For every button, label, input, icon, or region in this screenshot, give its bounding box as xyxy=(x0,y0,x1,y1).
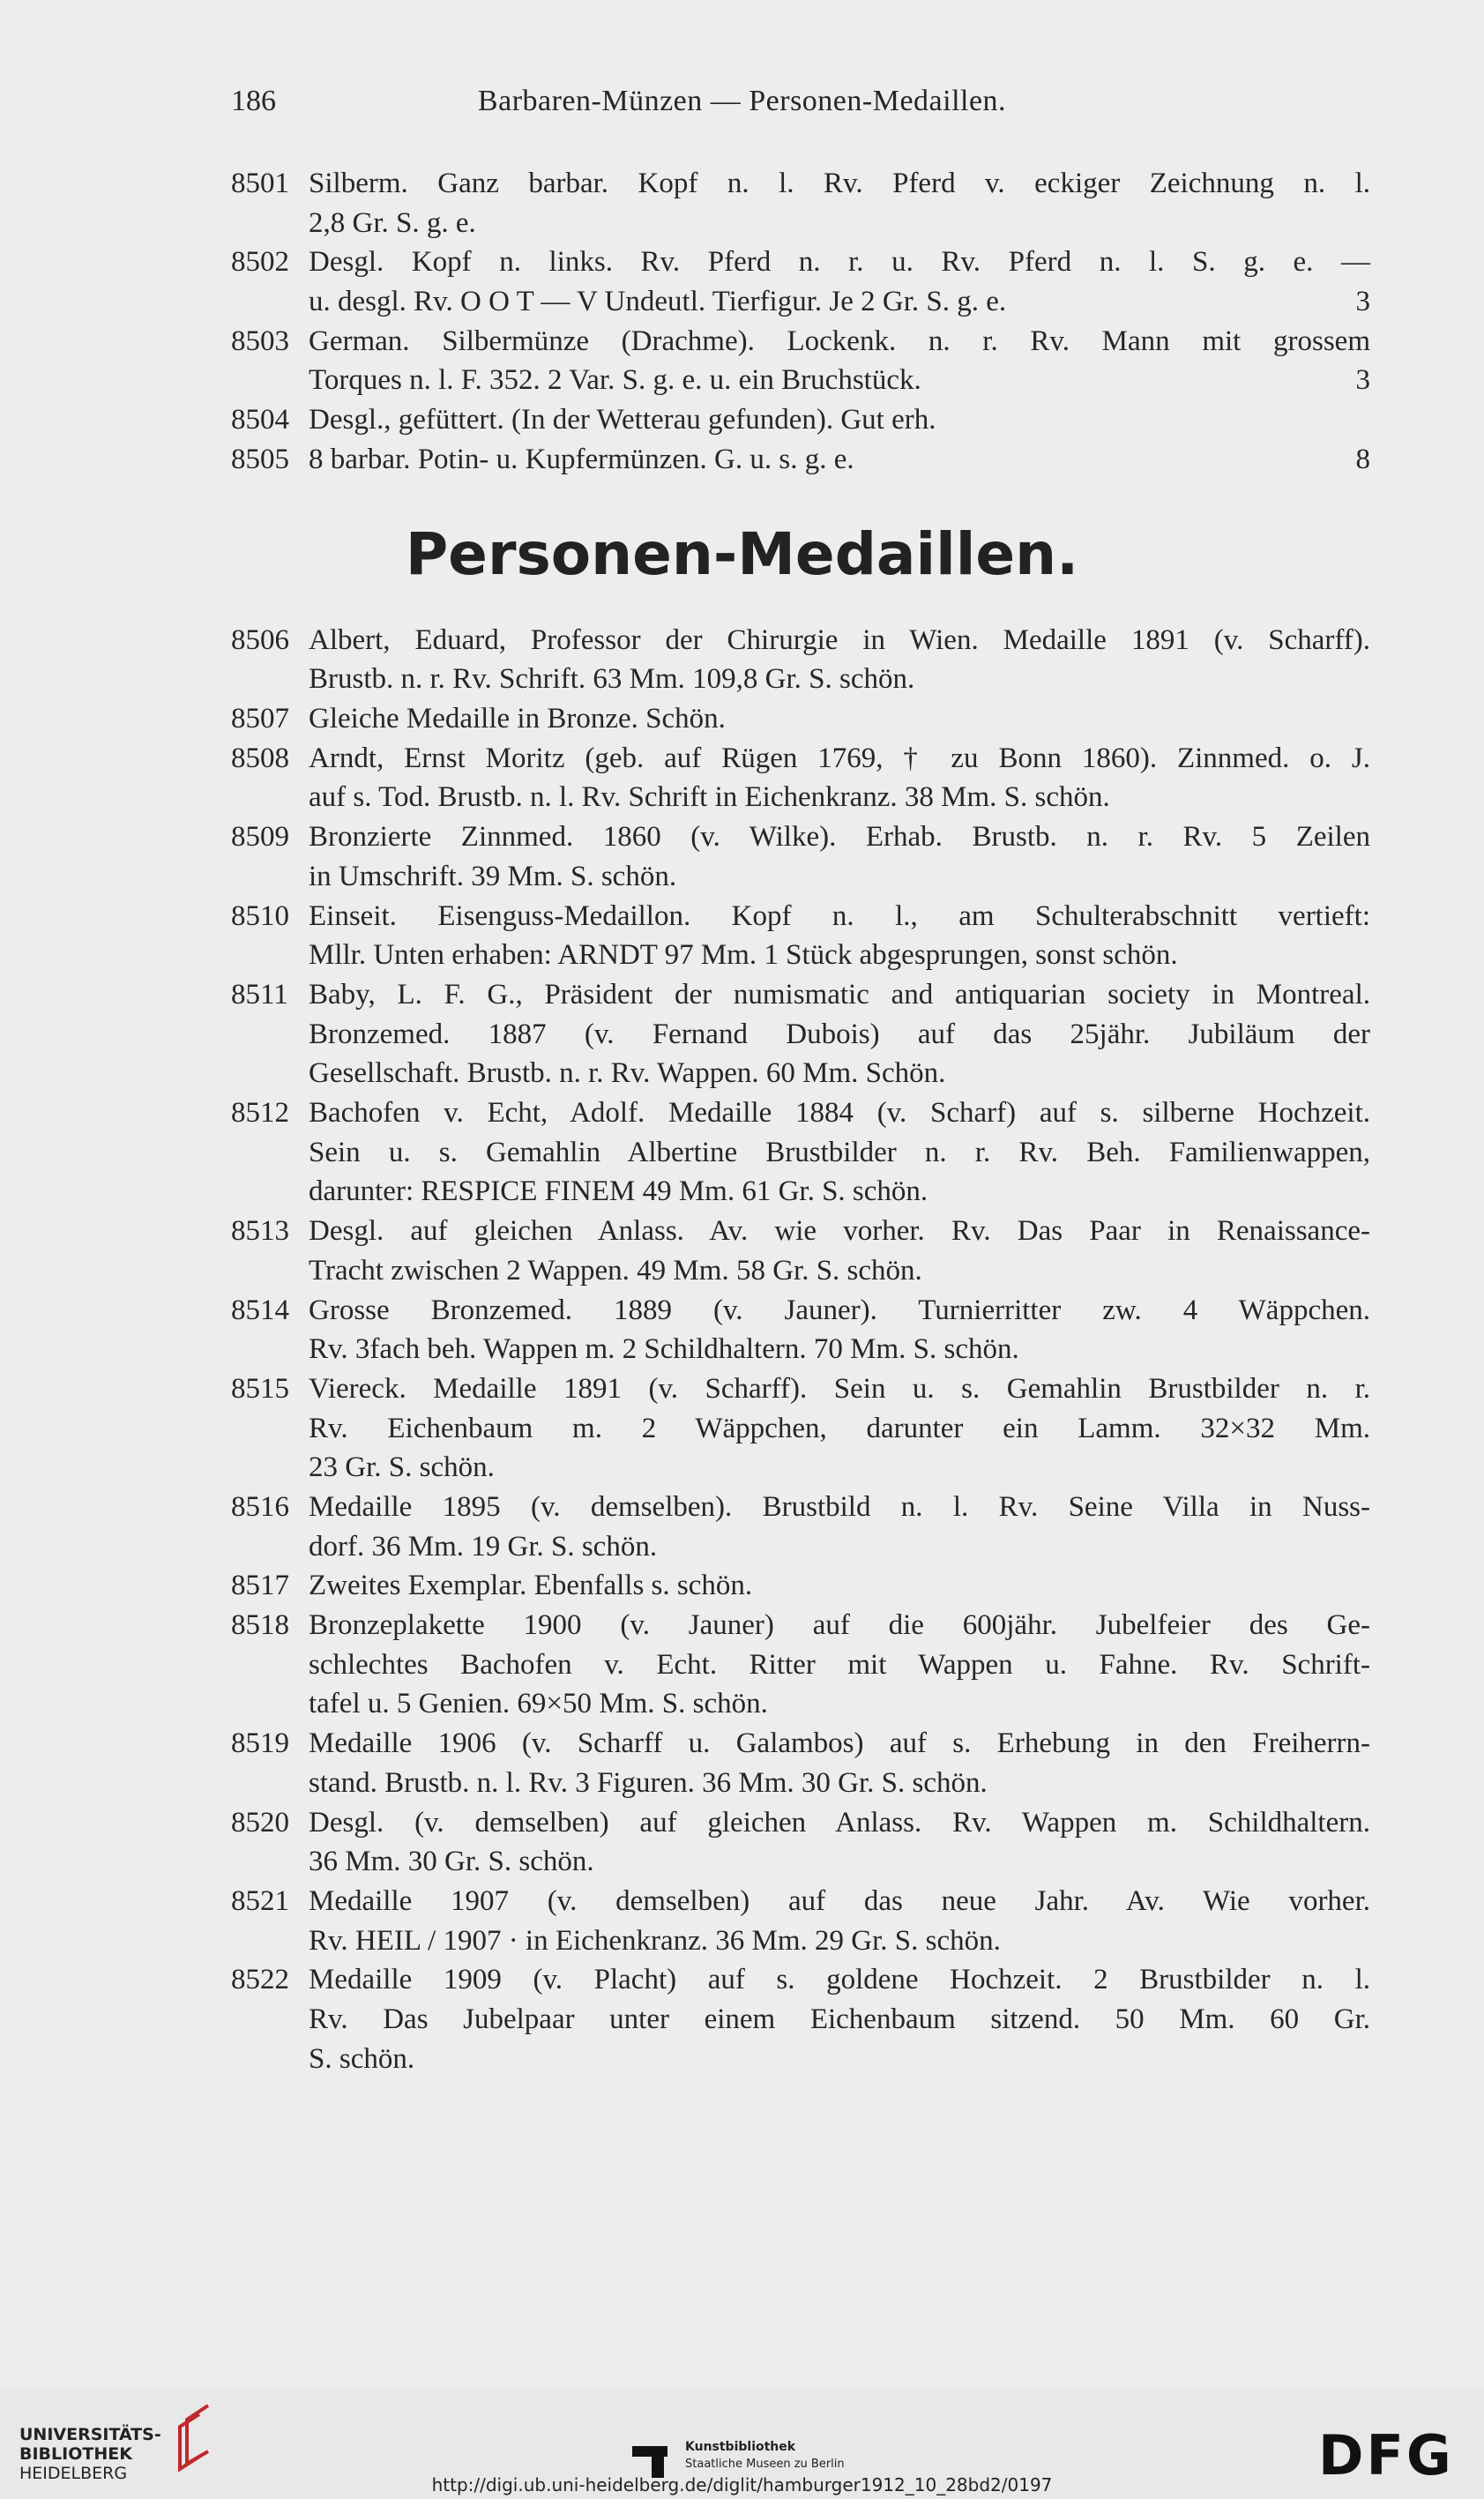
dfg-logo: DFG xyxy=(1318,2423,1454,2488)
entry-text: u. desgl. Rv. O O T — V Undeutl. Tierfigur. Je 2 Gr. S. g. e. xyxy=(309,286,1007,318)
entry-text: Torques n. l. F. 352. 2 Var. S. g. e. u. ein Bruchstück. xyxy=(309,364,921,397)
entry-text-line xyxy=(309,1409,1370,1448)
entry-text-line xyxy=(309,739,1370,778)
entry-text: 8 barbar. Potin- u. Kupfermünzen. G. u. s. g. e. xyxy=(309,443,854,475)
quantity: 3 xyxy=(1355,364,1370,397)
entry-text-line xyxy=(309,1054,1370,1093)
kunstbibliothek-logo xyxy=(632,2427,923,2480)
library-line-2: BIBLIOTHEK xyxy=(19,2444,132,2464)
lot-number: 8520 xyxy=(231,1806,289,1839)
entry-text-line xyxy=(309,857,1370,896)
lot-number: 8517 xyxy=(231,1570,289,1602)
lot-number: 8521 xyxy=(231,1885,289,1917)
entry-text: Einseit. Eisenguss-Medaillon. Kopf n. l., am Schulterabschnitt vertieft: xyxy=(309,899,1370,932)
entry-text: Medaille 1906 (v. Scharff u. Galambos) auf s. Erhebung in den Freiherrn- xyxy=(309,1727,1370,1760)
entry-text-line xyxy=(309,1015,1370,1054)
entry-text-line xyxy=(309,400,1370,439)
lot-number: 8518 xyxy=(231,1609,289,1642)
entry-text: in Umschrift. 39 Mm. S. schön. xyxy=(309,860,677,892)
entry-text: darunter: RESPICE FINEM 49 Mm. 61 Gr. S. schön. xyxy=(309,1175,928,1208)
entry-text: Rv. Eichenbaum m. 2 Wäppchen, darunter ein Lamm. 32×32 Mm. xyxy=(309,1412,1370,1444)
entry-text: Brustb. n. r. Rv. Schrift. 63 Mm. 109,8 Gr. S. schön. xyxy=(309,663,915,696)
entry-text-line xyxy=(309,1645,1370,1684)
ub-logo-icon xyxy=(173,2402,213,2473)
entry-text-line xyxy=(309,1448,1370,1487)
lot-number: 8508 xyxy=(231,742,289,774)
quantity: 8 xyxy=(1355,443,1370,475)
entry-text: 23 Gr. S. schön. xyxy=(309,1451,495,1484)
entry-text-line xyxy=(309,1133,1370,1172)
lot-number: 8512 xyxy=(231,1097,289,1129)
kunstbibliothek-mark-icon xyxy=(632,2439,667,2478)
entry-text: Sein u. s. Gemahlin Albertine Brustbilder n. r. Rv. Beh. Familienwappen, xyxy=(309,1136,1370,1168)
entry-text-line xyxy=(309,1172,1370,1211)
entry-text: Rv. HEIL / 1907 · in Eichenkranz. 36 Mm. 29 Gr. S. schön. xyxy=(309,1924,1001,1957)
entry-text-line xyxy=(309,242,1370,281)
entry-text-line xyxy=(309,897,1370,936)
entry-text-line xyxy=(309,1842,1370,1881)
entry-text-line xyxy=(309,282,1370,321)
entry-text-line xyxy=(309,1921,1370,1960)
entry-text-line xyxy=(309,936,1370,974)
lot-number: 8505 xyxy=(231,443,289,475)
lot-number: 8503 xyxy=(231,324,289,357)
entry-text-line xyxy=(309,1566,1370,1605)
entry-text-line xyxy=(309,699,1370,738)
entry-text-line xyxy=(309,1764,1370,1802)
entry-text: Bachofen v. Echt, Adolf. Medaille 1884 (v. Scharf) auf s. silberne Hochzeit. xyxy=(309,1097,1370,1129)
entry-text: Silberm. Ganz barbar. Kopf n. l. Rv. Pferd v. eckiger Zeichnung n. l. xyxy=(309,168,1370,199)
lot-number: 8514 xyxy=(231,1294,289,1326)
entry-text: S. schön. xyxy=(309,2042,415,2075)
entry-text-line xyxy=(309,1724,1370,1763)
entry-text-line xyxy=(309,361,1370,399)
entry-text-line xyxy=(309,1291,1370,1330)
entry-text-line xyxy=(309,1803,1370,1842)
entry-text: auf s. Tod. Brustb. n. l. Rv. Schrift in Eichenkranz. 38 Mm. S. schön. xyxy=(309,781,1110,814)
kb-subtitle: Staatliche Museen zu Berlin xyxy=(685,2458,845,2471)
library-line-1: UNIVERSITÄTS- xyxy=(19,2425,161,2444)
entry-text-line xyxy=(309,1488,1370,1526)
entry-text: schlechtes Bachofen v. Echt. Ritter mit Wappen u. Fahne. Rv. Schrift- xyxy=(309,1648,1370,1681)
entry-text: Baby, L. F. G., Präsident der numismatic and antiquarian society in Montreal. xyxy=(309,978,1370,1011)
section-heading: Personen-Medaillen. xyxy=(405,520,1079,588)
lot-number: 8504 xyxy=(231,404,289,436)
lot-number: 8506 xyxy=(231,623,289,656)
entry-text: Medaille 1895 (v. demselben). Brustbild n. l. Rv. Seine Villa in Nuss- xyxy=(309,1491,1370,1523)
entry-text: Desgl. Kopf n. links. Rv. Pferd n. r. u. Rv. Pferd n. l. S. g. e. — xyxy=(309,246,1370,279)
entry-text: Zweites Exemplar. Ebenfalls s. schön. xyxy=(309,1570,753,1602)
entry-text-line xyxy=(309,2040,1370,2078)
entry-text: Arndt, Ernst Moritz (geb. auf Rügen 1769, † zu Bonn 1860). Zinnmed. o. J. xyxy=(309,742,1370,774)
entry-text: Desgl. auf gleichen Anlass. Av. wie vorher. Rv. Das Paar in Renaissance- xyxy=(309,1215,1370,1248)
lot-number: 8519 xyxy=(231,1727,289,1760)
entry-text: tafel u. 5 Genien. 69×50 Mm. S. schön. xyxy=(309,1688,768,1720)
entry-text-line xyxy=(309,2000,1370,2039)
library-line-3: HEIDELBERG xyxy=(19,2464,128,2483)
entry-text-line xyxy=(309,204,1370,242)
lot-number: 8502 xyxy=(231,246,289,279)
entry-text: Rv. 3fach beh. Wappen m. 2 Schildhaltern. 70 Mm. S. schön. xyxy=(309,1333,1019,1366)
entry-text: Bronzeplakette 1900 (v. Jauner) auf die 600jähr. Jubelfeier des Ge- xyxy=(309,1609,1370,1642)
entry-text: Gesellschaft. Brustb. n. r. Rv. Wappen. 60 Mm. Schön. xyxy=(309,1057,946,1090)
lot-number: 8507 xyxy=(231,703,289,735)
entry-text-line xyxy=(309,621,1370,660)
entry-text: Desgl., gefüttert. (In der Wetterau gefunden). Gut erh. xyxy=(309,404,936,436)
entry-text-line xyxy=(309,1093,1370,1132)
running-title: Barbaren-Münzen — Personen-Medaillen. xyxy=(477,85,1007,117)
entry-text-line xyxy=(309,1527,1370,1566)
page-number: 186 xyxy=(231,85,276,117)
quantity: 3 xyxy=(1355,286,1370,318)
entry-text-line xyxy=(309,817,1370,856)
entry-text: Tracht zwischen 2 Wappen. 49 Mm. 58 Gr. S. schön. xyxy=(309,1254,922,1287)
lot-number: 8510 xyxy=(231,899,289,932)
entry-text-line xyxy=(309,1882,1370,1921)
entry-text: Rv. Das Jubelpaar unter einem Eichenbaum sitzend. 50 Mm. 60 Gr. xyxy=(309,2003,1370,2036)
entry-text: dorf. 36 Mm. 19 Gr. S. schön. xyxy=(309,1530,658,1563)
entry-text: Mllr. Unten erhaben: ARNDT 97 Mm. 1 Stück abgesprungen, sonst schön. xyxy=(309,939,1178,972)
entry-text-line xyxy=(309,778,1370,817)
entry-text: Desgl. (v. demselben) auf gleichen Anlass. Rv. Wappen m. Schildhaltern. xyxy=(309,1806,1370,1839)
lot-number: 8522 xyxy=(231,1964,289,1996)
entry-text: Bronzierte Zinnmed. 1860 (v. Wilke). Erhab. Brustb. n. r. Rv. 5 Zeilen xyxy=(309,821,1370,854)
entry-text: Grosse Bronzemed. 1889 (v. Jauner). Turnierritter zw. 4 Wäppchen. xyxy=(309,1294,1370,1326)
entry-text-line xyxy=(309,164,1370,203)
entry-text-line xyxy=(309,1251,1370,1290)
lot-number: 8509 xyxy=(231,821,289,854)
entry-text-line xyxy=(309,1369,1370,1408)
entry-text: Albert, Eduard, Professor der Chirurgie in Wien. Medaille 1891 (v. Scharff). xyxy=(309,623,1370,656)
entry-text-line xyxy=(309,440,1370,479)
entry-text-line xyxy=(309,975,1370,1014)
lot-number: 8516 xyxy=(231,1491,289,1523)
entry-text-line xyxy=(309,1684,1370,1723)
entry-text-line xyxy=(309,1606,1370,1645)
lot-number: 8513 xyxy=(231,1215,289,1248)
entry-text: 36 Mm. 30 Gr. S. schön. xyxy=(309,1846,594,1878)
permalink-url[interactable]: http://digi.ub.uni-heidelberg.de/diglit/hamburger1912_10_28bd2/0197 xyxy=(431,2474,1053,2495)
entry-text: Medaille 1907 (v. demselben) auf das neue Jahr. Av. Wie vorher. xyxy=(309,1885,1370,1917)
entry-text-line xyxy=(309,1212,1370,1250)
entry-text-line xyxy=(309,322,1370,361)
entry-text: 2,8 Gr. S. g. e. xyxy=(309,206,476,239)
entry-text: stand. Brustb. n. l. Rv. 3 Figuren. 36 Mm. 30 Gr. S. schön. xyxy=(309,1766,988,1799)
entry-text-line xyxy=(309,1330,1370,1369)
kb-title: Kunstbibliothek xyxy=(685,2440,796,2454)
lot-number: 8515 xyxy=(231,1372,289,1405)
entry-text: Medaille 1909 (v. Placht) auf s. goldene Hochzeit. 2 Brustbilder n. l. xyxy=(309,1964,1370,1996)
entry-text-line xyxy=(309,1960,1370,1999)
lot-number: 8501 xyxy=(231,168,289,199)
entry-text: Viereck. Medaille 1891 (v. Scharff). Sein u. s. Gemahlin Brustbilder n. r. xyxy=(309,1372,1370,1405)
entry-text: Gleiche Medaille in Bronze. Schön. xyxy=(309,703,726,735)
entry-text: Bronzemed. 1887 (v. Fernand Dubois) auf das 25jähr. Jubiläum der xyxy=(309,1018,1370,1050)
entry-text: German. Silbermünze (Drachme). Lockenk. n. r. Rv. Mann mit grossem xyxy=(309,324,1370,357)
lot-number: 8511 xyxy=(231,978,288,1011)
entry-text-line xyxy=(309,660,1370,698)
